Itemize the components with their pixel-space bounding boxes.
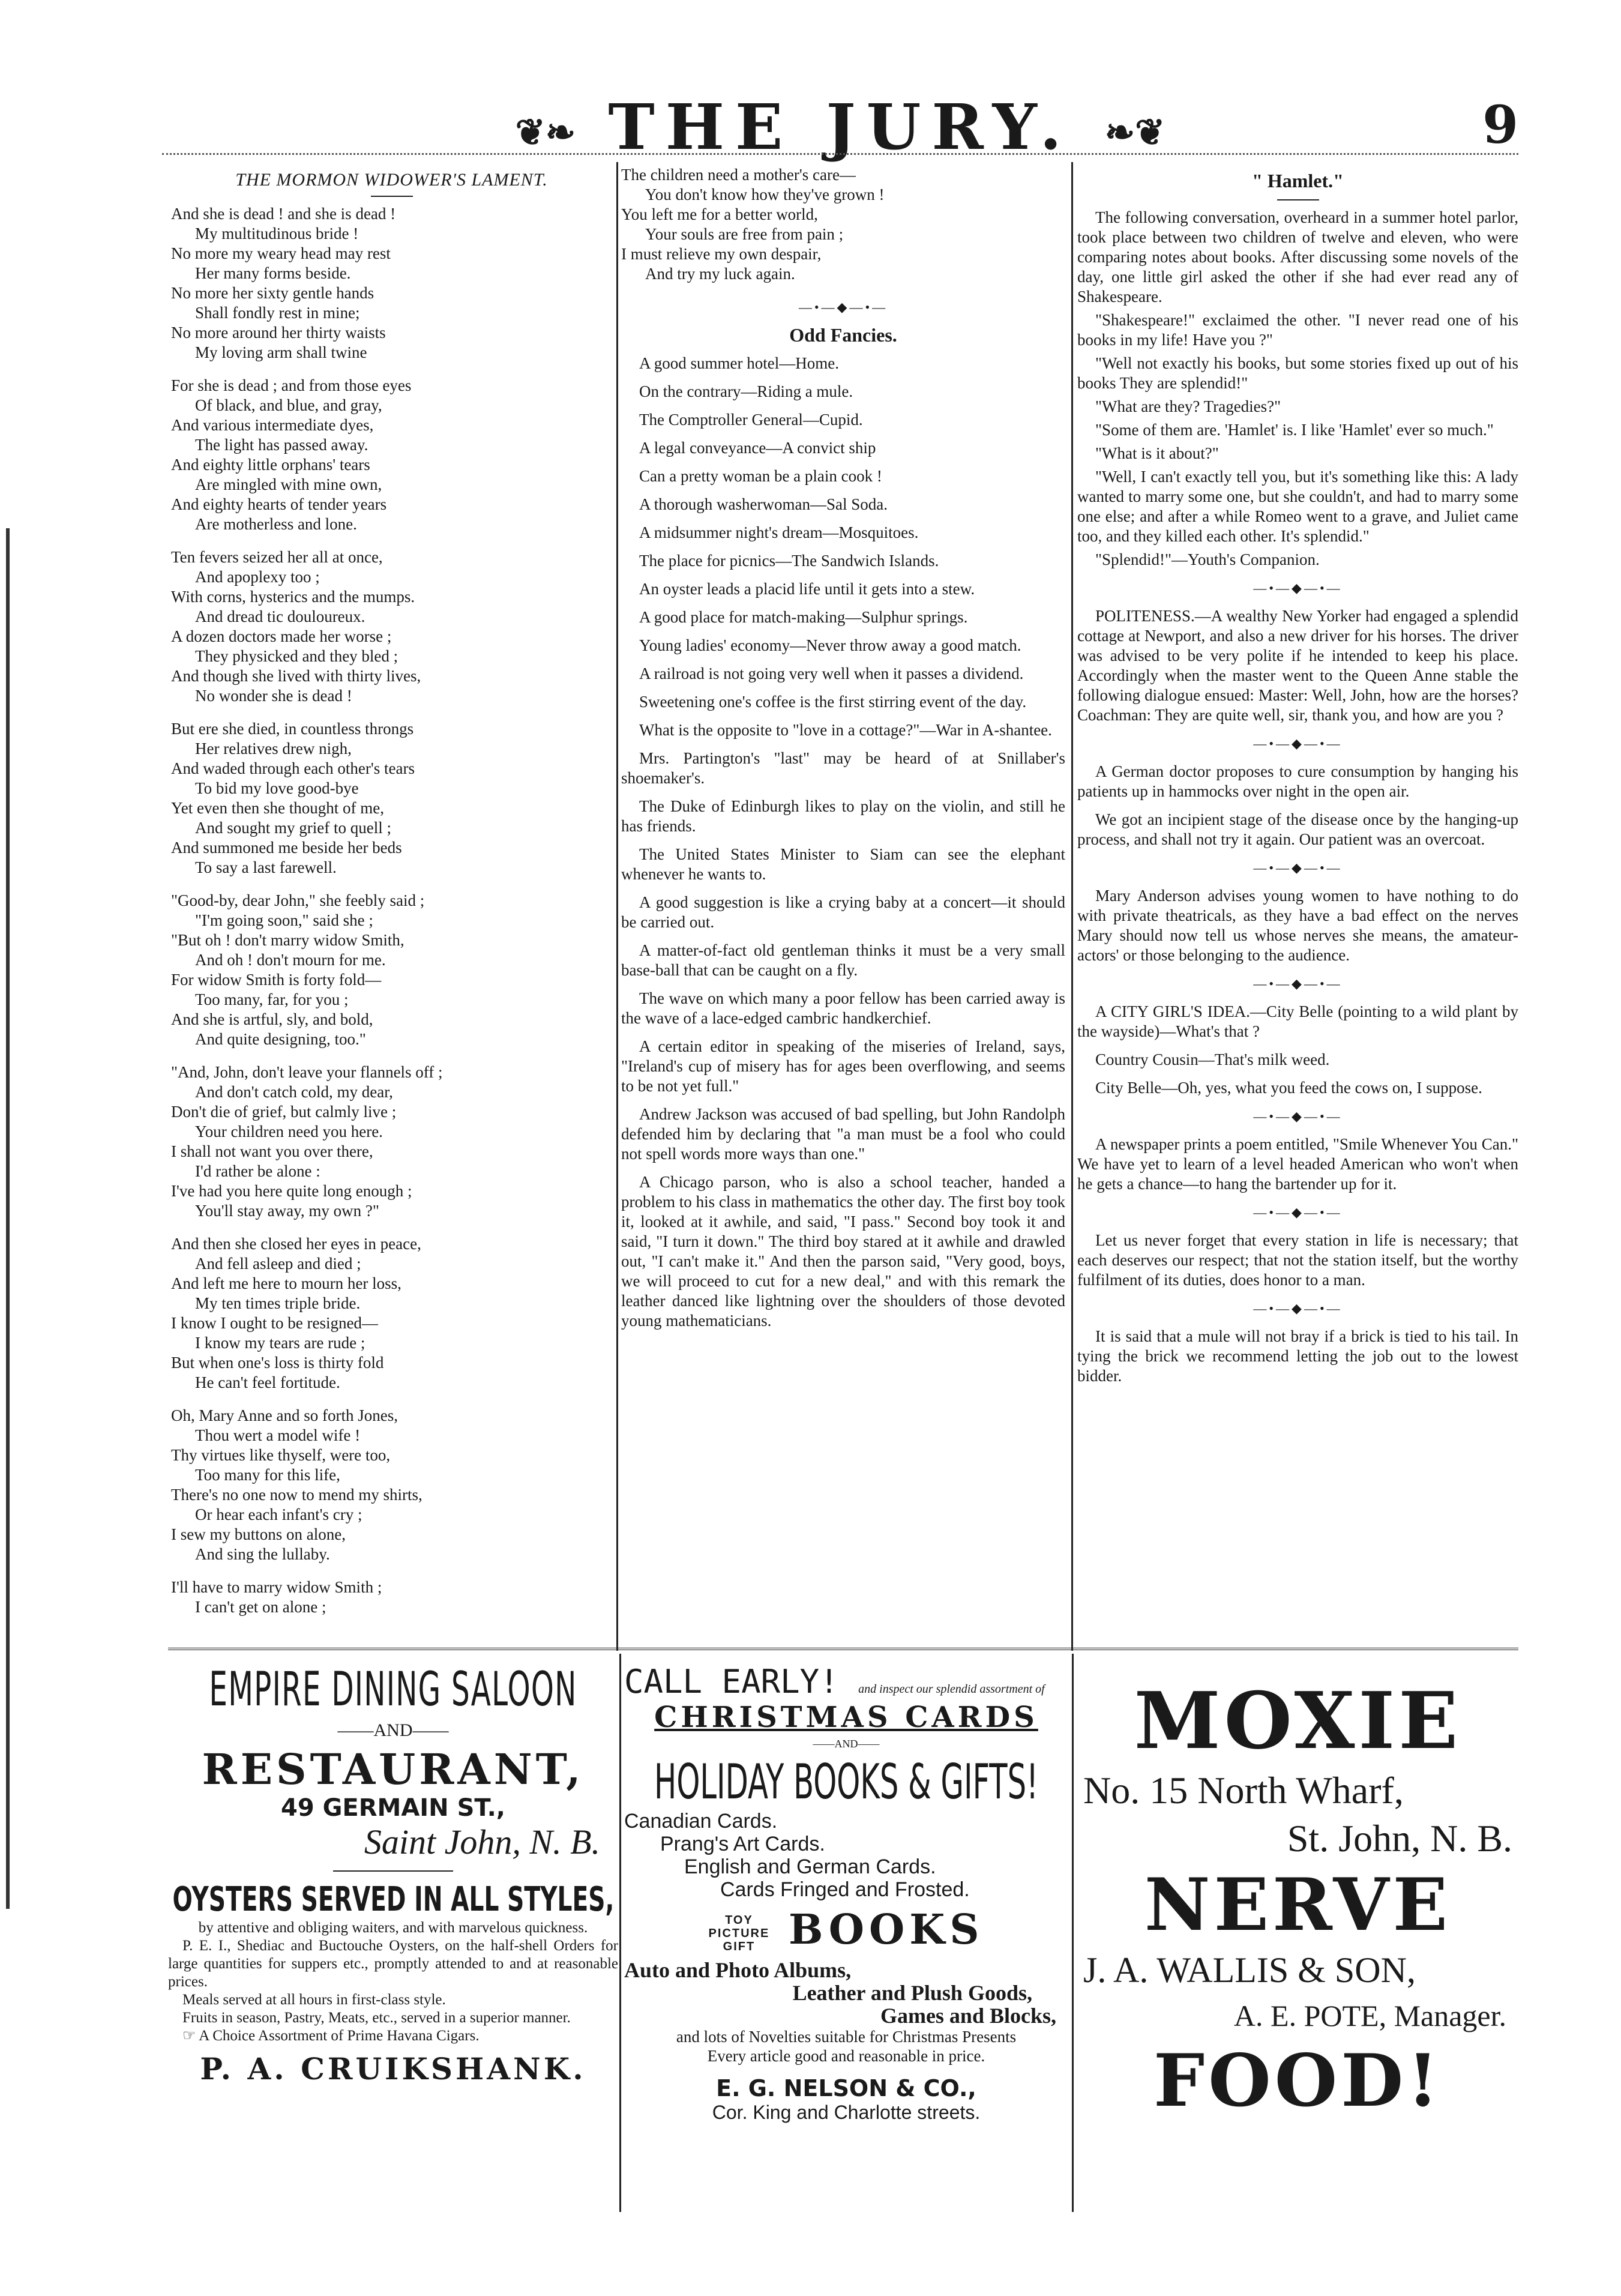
ad-books: BOOKS [789,1906,984,1954]
poem-line: And summoned me beside her beds [171,839,402,857]
advertisement-moxie [1077,1663,1518,2203]
paragraph: Sweetening one's coffee is the first stirring event of the day. [639,693,1027,711]
poem-line: Your souls are free from pain ; [645,225,844,243]
poem-line: No more her sixty gentle hands [171,284,374,302]
paragraph: A certain editor in speaking of the miseries of Ireland, says, "Ireland's cup of misery has for ages been overflowing, and seems to be not yet full." [621,1037,1065,1095]
poem-stanza [171,204,612,363]
poem-line: I know I ought to be resigned— [171,1314,378,1332]
paragraph: A railroad is not going very well when it passes a dividend. [639,664,1024,682]
poem-line: Of black, and blue, and gray, [195,396,382,414]
ads-divider [168,1648,1518,1650]
poem-stanza [171,376,612,534]
poem-line: And waded through each other's tears [171,759,415,777]
paragraph: Let us never forget that every station in life is necessary; that each deserves our respect; that not the station itself, but the worthy fulfilment of its duties, does honor to a man. [1077,1231,1518,1289]
poem-line: And though she lived with thirty lives, [171,667,421,685]
ad-rule [333,1870,453,1872]
poem-line: You'll stay away, my own ?" [195,1202,379,1220]
poem-line: But ere she died, in countless throngs [171,720,414,738]
pointing-hand-icon: ☞ [182,2028,199,2044]
ad-firm: E. G. NELSON & CO., [716,2075,976,2102]
poem-line: And don't catch cold, my dear, [195,1083,393,1101]
poem-line: And quite designing, too." [195,1030,366,1048]
paragraph: Mrs. Partington's "last" may be heard of at Snillaber's shoemaker's. [621,749,1065,787]
paragraph: "Well not exactly his books, but some stories fixed up out of his books They are splendid!" [1077,354,1518,392]
poem-line: Her many forms beside. [195,264,351,282]
poem-line: And dread tic douloureux. [195,607,365,625]
poem-line: "And, John, don't leave your flannels off ; [171,1063,443,1081]
paragraph: A good suggestion is like a crying baby at a concert—it should be carried out. [621,893,1065,931]
poem-line: Are mingled with mine own, [195,475,382,493]
poem-line: Are motherless and lone. [195,515,357,533]
poem-line: And various intermediate dyes, [171,416,374,434]
ad-text: ☞ A Choice Assortment of Prime Havana Cigars. [182,2028,480,2044]
poem-line: Her relatives drew nigh, [195,740,352,758]
ad-text: P. E. I., Shediac and Buctouche Oysters, on the half-shell Orders for large quantities for suppers etc., promptly attended to and at reasonable prices. [168,1938,618,1990]
paragraph: Young ladies' economy—Never throw away a good match. [639,636,1021,654]
masthead [156,90,1524,162]
section-divider: —•—◆—•— [1253,736,1343,751]
column-3-items [1077,606,1518,1386]
paragraph: Can a pretty woman be a plain cook ! [639,467,882,485]
poem-line: And eighty hearts of tender years [171,495,387,513]
poem-line: With corns, hysterics and the mumps. [171,588,415,606]
poem-line: I know my tears are rude ; [195,1334,365,1352]
poem-line: And sought my grief to quell ; [195,819,391,837]
paragraph: A newspaper prints a poem entitled, "Smile Whenever You Can." We have yet to learn of a level headed American who won't when he gets a chance—to hang the bartender up for it. [1077,1135,1518,1193]
ad-holiday: HOLIDAY BOOKS & GIFTS! [654,1754,1038,1810]
hamlet-title: " Hamlet." [1252,170,1344,191]
poem-line: I shall not want you over there, [171,1142,373,1160]
poem-line: I must relieve my own despair, [621,245,822,263]
poem-line: To say a last farewell. [195,858,337,876]
poem-stanza [171,1234,612,1393]
poem-line: Shall fondly rest in mine; [195,304,360,322]
paragraph: "What are they? Tragedies?" [1095,397,1281,415]
poem-line: My ten times triple bride. [195,1294,361,1312]
ad-firm-address: Cor. King and Charlotte streets. [712,2102,981,2123]
poem-line: There's no one now to mend my shirts, [171,1486,423,1504]
poem-stanza [171,1062,612,1221]
poem-line: And try my luck again. [645,265,795,283]
poem-line: And apoplexy too ; [195,568,320,586]
paragraph: Mary Anderson advises young women to have nothing to do with private theatricals, as they have a bad effect on the nerves Mary should now tell us whose nerves she means, the amateur-actors' or those belonging to the audience. [1077,887,1518,964]
poem-line: The children need a mother's care— [621,166,856,184]
poem-line: Thou wert a model wife ! [195,1426,361,1444]
page-number: 9 [1482,95,1518,155]
poem-line: And she is dead ! and she is dead ! [171,205,396,223]
ad-city: Saint John, N. B. [364,1822,600,1861]
column-1 [171,165,612,1642]
poem-line: "But oh ! don't marry widow Smith, [171,931,404,949]
poem-line: But when one's loss is thirty fold [171,1354,384,1372]
poem-line: Too many for this life, [195,1466,340,1484]
poem-line: A dozen doctors made her worse ; [171,627,392,645]
odd-fancies-list [621,354,1065,1331]
paragraph: A good place for match-making—Sulphur springs. [639,608,968,626]
poem-line: Or hear each infant's cry ; [195,1505,362,1523]
paragraph: "Well, I can't exactly tell you, but it's something like this: A lady wanted to marry some one, but she couldn't, and had to marry some one else; and after a while Romeo went to a grave, and Juliet came too, and they killed each other. It's splendid." [1077,468,1518,545]
paragraph: A midsummer night's dream—Mosquitoes. [639,523,919,541]
advertisement-empire-dining-saloon [168,1663,618,2203]
paragraph: The Comptroller General—Cupid. [639,411,863,429]
poem-stanza [171,719,612,878]
poem-line: And left me here to mourn her loss, [171,1274,401,1292]
paragraph: "Some of them are. 'Hamlet' is. I like 'Hamlet' ever so much." [1095,421,1494,439]
poem-line: You don't know how they've grown ! [645,185,885,203]
poem-line: For widow Smith is forty fold— [171,971,382,989]
poem-line: Your children need you here. [195,1122,383,1140]
paragraph: Andrew Jackson was accused of bad spelling, but John Randolph defended him by declaring that "a man must be a fool who could not spell words more ways than one." [621,1105,1065,1163]
binding-edge-mark [0,528,24,1909]
paragraph: The wave on which many a poor fellow has been carried away is the wave of a lace-edged cambric handkerchief. [621,989,1065,1027]
paragraph: A thorough washerwoman—Sal Soda. [639,495,888,513]
poem-line: You left me for a better world, [621,205,818,223]
paragraph: On the contrary—Riding a mule. [639,382,853,400]
ad-christmas-cards: CHRISTMAS CARDS [654,1701,1038,1734]
poem-line: I've had you here quite long enough ; [171,1182,412,1200]
paragraph: A good summer hotel—Home. [639,354,839,372]
poem-line: I sew my buttons on alone, [171,1525,346,1543]
poem-stanza [171,891,612,1049]
poem-line: No wonder she is dead ! [195,687,352,705]
poem-line: Don't die of grief, but calmly live ; [171,1103,397,1121]
poem-line: They physicked and they bled ; [195,647,398,665]
poem-line: Oh, Mary Anne and so forth Jones, [171,1406,398,1424]
poem-line: My loving arm shall twine [195,343,367,361]
paragraph: It is said that a mule will not bray if a brick is tied to his tail. In tying the brick we recommend letting the job out to the lowest bidder. [1077,1327,1518,1385]
paragraph: "Splendid!"—Youth's Companion. [1095,550,1320,568]
ad-wallis: J. A. WALLIS & SON, [1083,1950,1416,1990]
column-divider [616,162,618,1651]
ad-food: FOOD! [1153,2038,1442,2123]
left-ornament-icon: ❦❧ [515,111,576,154]
section-divider: —•—◆—•— [1253,580,1343,595]
section-divider: —•—◆—•— [1253,976,1343,991]
poem-line: And sing the lullaby. [195,1545,330,1563]
ad-pote: A. E. POTE, Manager. [1233,1999,1506,2032]
section-divider: —•—◆—•— [1253,1109,1343,1124]
ad-divider [619,1654,621,2212]
section-divider: —•—◆—•— [798,300,888,315]
ad-text: Meals served at all hours in first-class style. [182,1992,446,2008]
poem-stanza [171,547,612,706]
poem-line: I can't get on alone ; [195,1598,326,1616]
poem-continuation [621,165,1065,284]
poem-stanza [171,1406,612,1564]
poem-title: THE MORMON WIDOWER'S LAMENT. [235,170,548,190]
column-2 [621,165,1065,1642]
ad-nerve: NERVE [1144,1863,1452,1947]
poem-line: To bid my love good-bye [195,779,359,797]
paragraph: The Duke of Edinburgh likes to play on the violin, and still he has friends. [621,797,1065,835]
paragraph: The place for picnics—The Sandwich Islands. [639,552,939,570]
poem-line: Ten fevers seized her all at once, [171,548,383,566]
right-ornament-icon: ❧❦ [1104,111,1165,154]
ad-books-row: TOY PICTURE GIFT BOOKS [708,1906,984,1954]
poem-line: And she is artful, sly, and bold, [171,1010,373,1028]
poem-line: Thy virtues like thyself, were too, [171,1446,391,1464]
poem-line: I'll have to marry widow Smith ; [171,1578,382,1596]
ad-text: Fruits in season, Pastry, Meats, etc., served in a superior manner. [182,2010,571,2026]
odd-fancies-title: Odd Fancies. [789,324,897,346]
hamlet-story [1077,208,1518,598]
poem-line: And oh ! don't mourn for me. [195,951,386,969]
ad-divider [1072,1654,1074,2212]
poem-line: He can't feel fortitude. [195,1373,340,1391]
ad-call-early: CALL EARLY! and inspect our splendid assortment of [624,1663,1045,1701]
ad-and: ——AND—— [337,1720,449,1740]
paragraph: POLITENESS.—A wealthy New Yorker had engaged a splendid cottage at Newport, and also a new driver for his horses. The driver was advised to be very polite if he intended to keep his place. Accordingly when the master went to the Queen Anne stable the following dialogue ensued: Master: Well, John, how are the horses? Coachman: They are quite well, sir, thank you, and how are you ? [1077,607,1518,724]
poem-line: And then she closed her eyes in peace, [171,1235,421,1253]
ad-wharf: No. 15 North Wharf, [1083,1769,1404,1812]
poem-line: No more my weary head may rest [171,244,391,262]
ad-restaurant: RESTAURANT, [202,1744,585,1794]
column-divider [1071,162,1073,1651]
poem-line: "I'm going soon," said she ; [195,911,373,929]
paragraph: Country Cousin—That's milk weed. [1095,1050,1330,1068]
ad-and: ——AND—— [813,1738,880,1750]
poem-line: And fell asleep and died ; [195,1255,361,1273]
ad-signature: P. A. CRUIKSHANK. [200,2051,586,2087]
paragraph: The following conversation, overheard in a summer hotel parlor, took place between two children of twelve and eleven, who were comparing notes about books. After discussing some novels of the day, one little girl asked the other if she had ever read any of Shakespeare. [1077,208,1518,306]
title-rule [1277,199,1319,200]
poem-line: My multitudinous bride ! [195,224,359,243]
paragraph: A legal conveyance—A convict ship [639,439,876,457]
paragraph: "What is it about?" [1095,444,1219,462]
poem-stanza [171,1577,612,1617]
poem-line: For she is dead ; and from those eyes [171,376,412,394]
paragraph: The United States Minister to Siam can see the elephant whenever he wants to. [621,845,1065,883]
poem-body [171,204,612,1617]
paragraph: We got an incipient stage of the disease once by the hanging-up process, and shall not try it again. Our patient was an overcoat. [1077,810,1518,848]
paragraph: A matter-of-fact old gentleman thinks it must be a very small base-ball that can be caught on a fly. [621,941,1065,979]
header-divider [162,153,1518,155]
title-rule [371,196,413,197]
poem-line: No more around her thirty waists [171,324,386,342]
section-divider: —•—◆—•— [1253,1301,1343,1316]
poem-line: I'd rather be alone : [195,1162,320,1180]
masthead-title: ❦❧ THE JURY. ❧❦ [515,90,1165,164]
paragraph: A CITY GIRL'S IDEA.—City Belle (pointing to a wild plant by the wayside)—What's that ? [1077,1002,1518,1040]
ad-waiters: by attentive and obliging waiters, and with marvelous quickness. [198,1920,588,1936]
poem-line: The light has passed away. [195,436,368,454]
section-divider: —•—◆—•— [1253,1205,1343,1220]
ad-card-list: Canadian Cards. Prang's Art Cards. English and German Cards. Cards Fringed and Frosted. [624,1810,970,1901]
paragraph: An oyster leads a placid life until it gets into a stew. [639,580,975,598]
ad-city: St. John, N. B. [1287,1817,1512,1860]
poem-line: Too many, far, for you ; [195,990,349,1008]
section-divider: —•—◆—•— [1253,860,1343,875]
ad-oysters: OYSTERS SERVED IN ALL STYLES, [172,1880,615,1919]
paragraph: What is the opposite to "love in a cottage?"—War in A-shantee. [639,721,1052,739]
paragraph: A German doctor proposes to cure consumption by hanging his patients up in hammocks over night in the open air. [1077,762,1518,800]
poem-line: "Good-by, dear John," she feebly said ; [171,891,425,909]
paragraph: City Belle—Oh, yes, what you feed the cows on, I suppose. [1095,1079,1482,1097]
paragraph: A Chicago parson, who is also a school teacher, handed a problem to his class in mathematics the other day. The first boy took it, looked at it awhile, and said, "I pass." Second boy took it and said, "I turn it down." The third boy stared at it awhile and drawled out, "I can't make it." And then the parson said, "Very good, boys, we will proceed to cut for a new deal," and with this remark the leather danced like lightning over the shoulders of those devoted young mathematicians. [621,1173,1065,1330]
paragraph: "Shakespeare!" exclaimed the other. "I never read one of his books in my life! Have you ?" [1077,311,1518,349]
advertisement-christmas-cards: CALL EARLY! and inspect our splendid assortment of CHRISTMAS CARDS ——AND—— HOLIDAY BOOKS & GIFTS! Canadian Cards. Prang's Art Cards. English and German Cards. Cards Fringed and Frosted. TOY PICTURE GIFT BOOKS Auto and Photo Albums, Leather and Plush Goods, Games and Blocks, and lots of Novelties suitable for Christmas Presents Every article good and reasonable in price. E. G. NELSON & CO., Cor. King and Charlotte streets. [624,1663,1068,2203]
column-3 [1077,165,1518,1642]
poem-line: Yet even then she thought of me, [171,799,384,817]
ad-moxie: MOXIE [1134,1675,1462,1767]
ad-headline: EMPIRE DINING SALOON [209,1663,577,1717]
poem-line: And eighty little orphans' tears [171,456,370,474]
ad-address: 49 GERMAIN ST., [280,1794,505,1822]
